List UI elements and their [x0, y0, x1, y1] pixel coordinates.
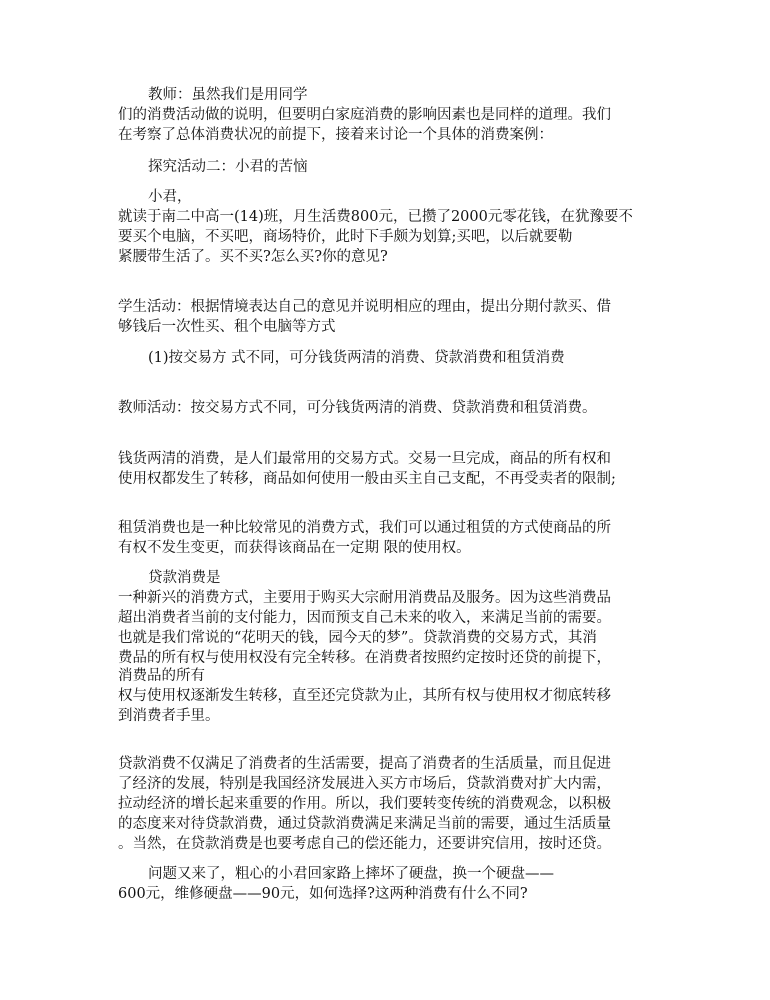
text-line: 贷款消费是 [148, 570, 221, 586]
text-line: 钱货两清的消费，是人们最常用的交易方式。交易一旦完成，商品的所有权和 [118, 451, 611, 467]
text-line: 就读于南二中高一(14)班，月生活费800元，已攒了2000元零花钱，在犹豫要不 [118, 209, 633, 225]
text-line: 也就是我们常说的“花明天的钱，园今天的梦”。贷款消费的交易方式，其消 [118, 630, 597, 646]
text-line: 拉动经济的增长起来重要的作用。所以，我们要转变传统的消费观念，以积极 [118, 796, 611, 812]
text-line: 超出消费者当前的支付能力，因而预支自己未来的收入，来满足当前的需要。 [118, 610, 611, 626]
text-line: 教师：虽然我们是用同学 [148, 87, 308, 103]
text-line: 贷款消费不仅满足了消费者的生活需要，提高了消费者的生活质量，而且促进 [118, 756, 611, 772]
text-line: 学生活动：根据情境表达自己的意见并说明相应的理由，提出分期付款买、借 [118, 299, 611, 315]
text-line: (1)按交易方 式不同，可分钱货两清的消费、贷款消费和租赁消费 [148, 350, 565, 366]
text-line: 租赁消费也是一种比较常见的消费方式，我们可以通过租赁的方式使商品的所 [118, 520, 611, 536]
text-line: 使用权都发生了转移，商品如何使用一般由买主自己支配，不再受卖者的限制; [118, 471, 616, 487]
text-line: 一种新兴的消费方式，主要用于购买大宗耐用消费品及服务。因为这些消费品 [118, 590, 611, 606]
text-line: 们的消费活动做的说明，但要明白家庭消费的影响因素也是同样的道理。我们 [118, 107, 611, 123]
text-line: 教师活动：按交易方式不同，可分钱货两清的消费、贷款消费和租赁消费。 [118, 400, 597, 416]
text-line: 600元，维修硬盘——90元，如何选择?这两种消费有什么不同? [118, 886, 528, 902]
text-line: 费品的所有权与使用权没有完全转移。在消费者按照约定按时还贷的前提下， [118, 650, 611, 666]
text-line: 要买个电脑，不买吧，商场特价，此时下手颇为划算;买吧，以后就要勒 [118, 229, 573, 245]
text-line: 小君， [148, 189, 192, 205]
text-line: 权与使用权逐渐发生转移，直至还完贷款为止，其所有权与使用权才彻底转移 [118, 688, 611, 704]
text-line: 够钱后一次性买、租个电脑等方式 [118, 319, 336, 335]
text-line: 在考察了总体消费状况的前提下，接着来讨论一个具体的消费案例： [118, 127, 553, 143]
text-line: 了经济的发展，特别是我国经济发展进入买方市场后，贷款消费对扩大内需， [118, 776, 611, 792]
section-heading: 探究活动二：小君的苦恼 [148, 159, 308, 175]
text-line: 到消费者手里。 [118, 708, 220, 724]
text-line: 有权不发生变更，而获得该商品在一定期 限的使用权。 [118, 540, 471, 556]
text-line: 的态度来对待贷款消费，通过贷款消费满足来满足当前的需要，通过生活质量 [118, 816, 611, 832]
text-line: 紧腰带生活了。买不买?怎么买?你的意见? [118, 249, 388, 265]
text-line: 。当然，在贷款消费是也要考虑自己的偿还能力，还要讲究信用，按时还贷。 [118, 836, 611, 852]
text-line: 问题又来了，粗心的小君回家路上摔坏了硬盘，换一个硬盘—— [148, 866, 554, 882]
text-line: 消费品的所有 [118, 668, 205, 684]
